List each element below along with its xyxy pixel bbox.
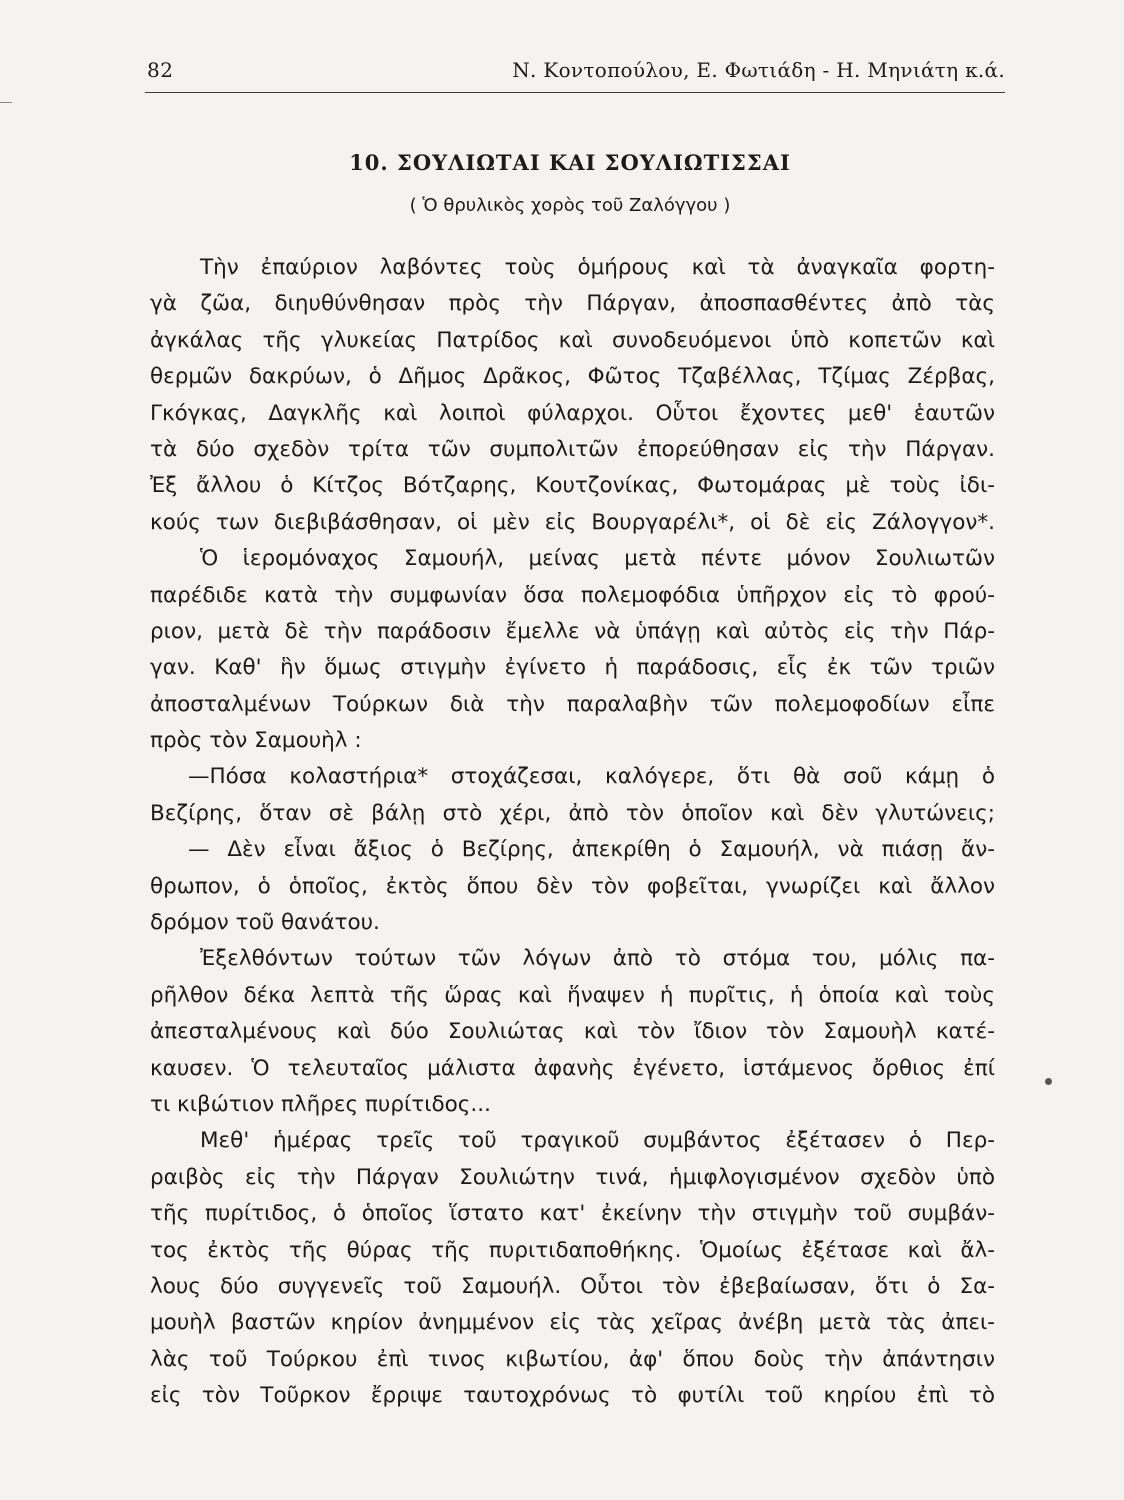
text-line: πρὸς τὸν Σαμουὴλ : <box>150 728 362 754</box>
body-text <box>150 250 995 1415</box>
header-rule <box>145 92 1005 93</box>
page-header <box>145 58 1005 98</box>
text-line: τι κιβώτιον πλῆρες πυρίτιδος... <box>150 1091 491 1117</box>
text-line: λους δύο συγγενεῖς τοῦ Σαμουήλ. Οὗτοι τὸν ἐβεβαίωσαν, ὅτι ὁ Σα- <box>150 1273 995 1299</box>
text-line: δρόμον τοῦ θανάτου. <box>150 910 380 936</box>
text-line: παρέδιδε κατὰ τὴν συμφωνίαν ὅσα πολεμοφόδια ὑπῆρχον εἰς τὸ φρού- <box>150 582 995 608</box>
text-line: τος ἐκτὸς τῆς θύρας τῆς πυριτιδαποθήκης. Ὁμοίως ἐξέτασε καὶ ἄλ- <box>150 1237 995 1263</box>
text-line: ἀπεσταλμένους καὶ δύο Σουλιώτας καὶ τὸν ἴδιον τὸν Σαμουὴλ κατέ- <box>150 1019 995 1045</box>
scan-edge-mark <box>0 102 12 103</box>
text-line: Ἐξελθόντων τούτων τῶν λόγων ἀπὸ τὸ στόμα του, μόλις πα- <box>200 946 995 972</box>
text-line: λὰς τοῦ Τούρκου ἐπὶ τινος κιβωτίου, ἀφ' ὅπου δοὺς τὴν ἀπάντησιν <box>150 1346 995 1372</box>
text-line: γὰ ζῶα, διηυθύνθησαν πρὸς τὴν Πάργαν, ἀποσπασθέντες ἀπὸ τὰς <box>150 291 995 317</box>
chapter-subtitle: ( Ὁ θρυλικὸς χορὸς τοῦ Ζαλόγγου ) <box>409 195 731 216</box>
text-line: Τὴν ἐπαύριον λαβόντες τοὺς ὁμήρους καὶ τὰ ἀναγκαῖα φορτη- <box>200 255 995 280</box>
page-number: 82 <box>147 58 174 82</box>
text-line: εἰς τὸν Τοῦρκον ἔρριψε ταυτοχρόνως τὸ φυτίλι τοῦ κηρίου ἐπὶ τὸ <box>150 1383 995 1409</box>
text-line: καυσεν. Ὁ τελευταῖος μάλιστα ἀφανὴς ἐγένετο, ἱστάμενος ὄρθιος ἐπί <box>150 1055 995 1081</box>
text-line: Μεθ' ἡμέρας τρεῖς τοῦ τραγικοῦ συμβάντος ἐξέτασεν ὁ Περ- <box>200 1128 995 1154</box>
text-line: θερμῶν δακρύων, ὁ Δῆμος Δρᾶκος, Φῶτος Τζαβέλλας, Τζίμας Ζέρβας, <box>150 364 995 390</box>
text-line: — Δὲν εἶναι ἄξιος ὁ Βεζίρης, ἀπεκρίθη ὁ Σαμουήλ, νὰ πιάσῃ ἄν- <box>188 837 995 863</box>
text-line: μουὴλ βαστῶν κηρίον ἀνημμένον εἰς τὰς χεῖρας ἀνέβη μετὰ τὰς ἀπει- <box>150 1310 995 1336</box>
text-line: ἀγκάλας τῆς γλυκείας Πατρίδος καὶ συνοδευόμενοι ὑπὸ κοπετῶν καὶ <box>150 327 995 353</box>
text-line: Βεζίρης, ὅταν σὲ βάλῃ στὸ χέρι, ἀπὸ τὸν ὁποῖον καὶ δὲν γλυτώνεις; <box>150 800 995 826</box>
text-line: Ἐξ ἄλλου ὁ Κίτζος Βότζαρης, Κουτζονίκας, Φωτομάρας μὲ τοὺς ἰδι- <box>150 473 995 499</box>
text-line: τὰ δύο σχεδὸν τρίτα τῶν συμπολιτῶν ἐπορεύθησαν εἰς τὴν Πάργαν. <box>150 436 995 462</box>
text-line: γαν. Καθ' ἣν ὅμως στιγμὴν ἐγίνετο ἡ παράδοσις, εἷς ἐκ τῶν τριῶν <box>150 655 995 681</box>
text-line: Γκόγκας, Δαγκλῆς καὶ λοιποὶ φύλαρχοι. Οὗτοι ἔχοντες μεθ' ἑαυτῶν <box>150 400 995 426</box>
text-line: κούς των διεβιβάσθησαν, οἱ μὲν εἰς Βουργαρέλι*, οἱ δὲ εἰς Ζάλογγον*. <box>150 509 995 535</box>
text-line: θρωπον, ὁ ὁποῖος, ἐκτὸς ὅπου δὲν τὸν φοβεῖται, γνωρίζει καὶ ἄλλον <box>150 873 995 899</box>
running-head: Ν. Κοντοπούλου, Ε. Φωτιάδη - Η. Μηνιάτη κ.ά. <box>512 58 1005 82</box>
text-line: ραιβὸς εἰς τὴν Πάργαν Σουλιώτην τινά, ἡμιφλογισμένον σχεδὸν ὑπὸ <box>150 1164 995 1190</box>
text-line: ρῆλθον δέκα λεπτὰ τῆς ὥρας καὶ ἥναψεν ἡ πυρῖτις, ἡ ὁποία καὶ τοὺς <box>150 982 995 1008</box>
text-line: ἀποσταλμένων Τούρκων διὰ τὴν παραλαβὴν τῶν πολεμοφοδίων εἶπε <box>150 691 995 717</box>
text-line: Ὁ ἱερομόναχος Σαμουήλ, μείνας μετὰ πέντε μόνον Σουλιωτῶν <box>200 546 995 572</box>
text-line: τῆς πυρίτιδος, ὁ ὁποῖος ἵστατο κατ' ἐκείνην τὴν στιγμὴν τοῦ συμβάν- <box>150 1201 995 1227</box>
text-line: ριον, μετὰ δὲ τὴν παράδοσιν ἔμελλε νὰ ὑπάγῃ καὶ αὐτὸς εἰς τὴν Πάρ- <box>150 618 995 644</box>
chapter-title: 10. ΣΟΥΛΙΩΤΑΙ ΚΑΙ ΣΟΥΛΙΩΤΙΣΣΑΙ <box>349 150 791 175</box>
ink-speck <box>1045 1078 1052 1085</box>
text-line: —Πόσα κολαστήρια* στοχάζεσαι, καλόγερε, ὅτι θὰ σοῦ κάμῃ ὁ <box>188 764 995 790</box>
